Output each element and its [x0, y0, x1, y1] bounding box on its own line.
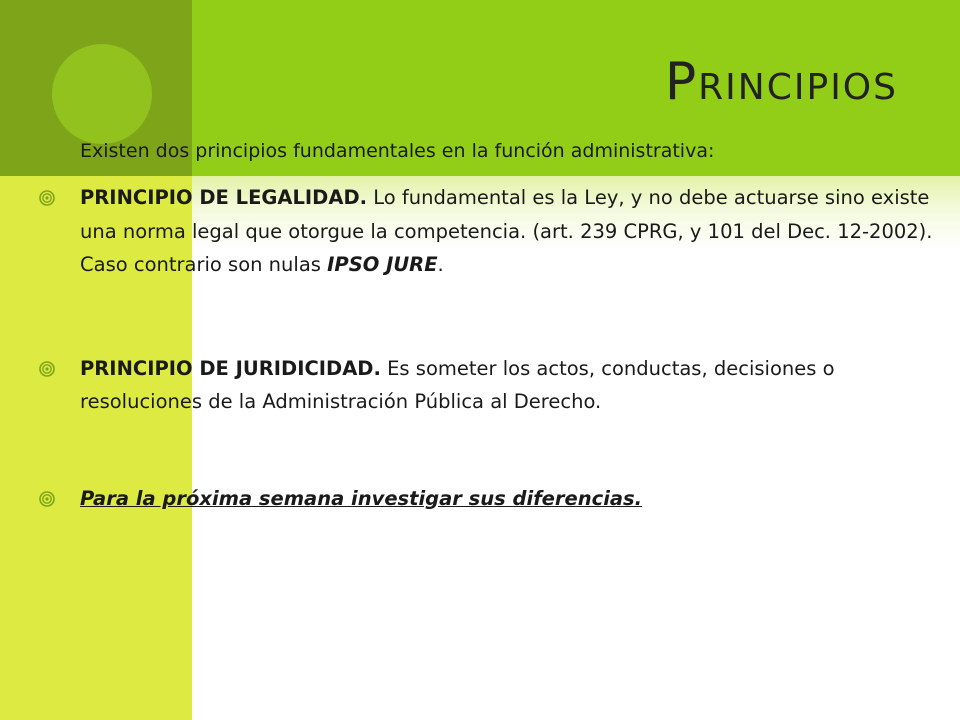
- ring-bullet-icon: [38, 360, 56, 378]
- slide-title: Principios: [664, 52, 898, 112]
- legalidad-text: Lo fundamental es la Ley, y no debe actuarse sino existe una norma legal que otorgue la competencia. (art. 239 CPRG, y 101 del Dec. 12-2002). Caso contrario son nulas: [80, 186, 933, 276]
- legalidad-emphasis: IPSO JURE: [327, 253, 438, 276]
- legalidad-tail: .: [437, 253, 444, 276]
- ring-bullet-icon: [38, 189, 56, 207]
- bullet-juridicidad: [38, 352, 942, 419]
- juridicidad-heading: PRINCIPIO DE JURIDICIDAD.: [80, 356, 381, 380]
- bullet-task: [38, 482, 942, 516]
- ring-bullet-icon: [38, 490, 56, 508]
- bullet-legalidad: [38, 181, 942, 282]
- juridicidad-text: Es someter los actos, conductas, decisiones o resoluciones de la Administración Pública al Derecho.: [80, 356, 835, 413]
- decorative-circle: [52, 44, 152, 144]
- legalidad-heading: PRINCIPIO DE LEGALIDAD.: [80, 186, 368, 209]
- bullet-intro: [38, 133, 942, 169]
- task-link-text[interactable]: Para la próxima semana investigar sus diferencias.: [80, 486, 643, 510]
- ring-bullet-icon: [38, 142, 56, 160]
- bullet-intro-text: Existen dos principios fundamentales en la función administrativa:: [80, 140, 715, 162]
- bullet-list: [38, 133, 942, 515]
